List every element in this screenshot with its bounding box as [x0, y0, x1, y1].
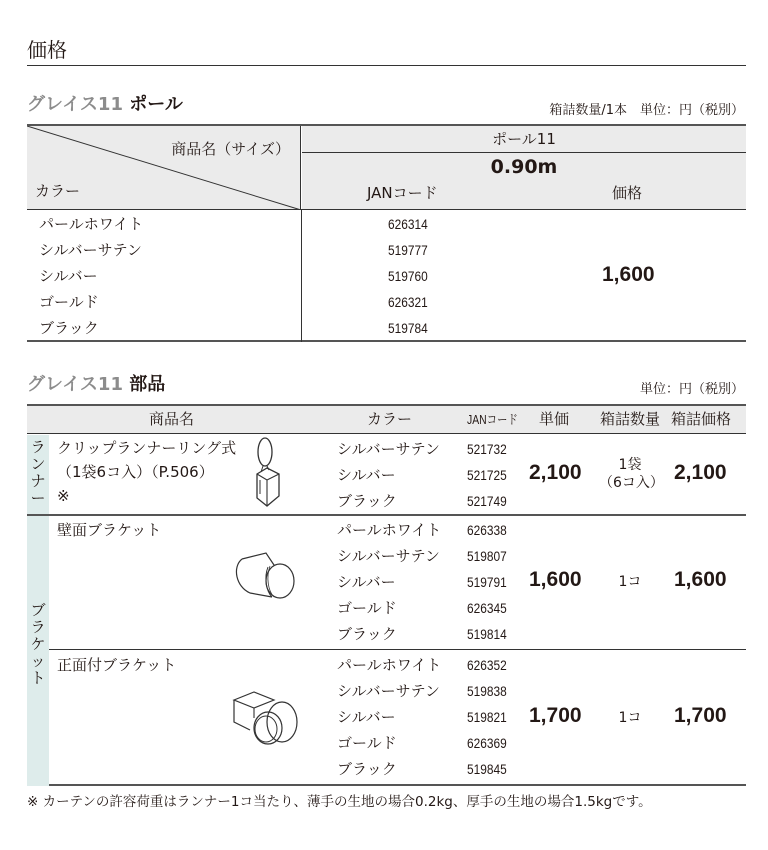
jan-cell: 519838 — [467, 683, 507, 699]
parts-section-brand: グレイス11 — [27, 374, 123, 395]
header-name: 商品名 — [149, 410, 195, 428]
category-char: ッ — [30, 652, 46, 670]
header-size: 0.90m — [490, 156, 558, 178]
pole-section-note: 箱詰数量/1本 単位：円（税別） — [549, 103, 744, 118]
header-color: カラー — [35, 182, 81, 200]
color-cell: シルバーサテン — [337, 440, 440, 458]
header-jan: JANコード — [467, 412, 518, 427]
color-cell: シルバーサテン — [337, 547, 440, 565]
jan-cell: 521749 — [467, 493, 507, 509]
color-cell: シルバー — [337, 708, 396, 726]
table-row — [337, 543, 746, 569]
header-price: 価格 — [612, 184, 643, 202]
parts-price-table — [27, 404, 746, 786]
header-product: ポール11 — [302, 126, 746, 153]
jan-cell: 519760 — [388, 268, 428, 284]
pole-price: 1,600 — [602, 263, 655, 286]
table-row — [337, 652, 746, 678]
color-cell: シルバーサテン — [337, 682, 440, 700]
group-divider — [49, 649, 746, 650]
header-box-qty: 箱詰数量 — [600, 410, 661, 428]
header-color: カラー — [367, 410, 413, 428]
color-cell: ブラック — [337, 492, 397, 510]
color-cell: ゴールド — [39, 293, 99, 311]
header-product-name: 商品名（サイズ） — [171, 140, 290, 158]
parts-section-kind: 部品 — [129, 374, 166, 395]
jan-cell: 519807 — [467, 548, 507, 564]
jan-cell: 626314 — [388, 216, 428, 232]
box-qty — [599, 709, 661, 727]
table-row — [27, 237, 746, 263]
box-price: 1,700 — [674, 704, 727, 727]
box-price: 2,100 — [674, 461, 727, 484]
category-runner — [27, 435, 49, 515]
jan-cell: 626338 — [467, 522, 507, 538]
table-row — [337, 436, 746, 462]
jan-cell: 519791 — [467, 574, 507, 590]
footnote: ※ カーテンの許容荷重はランナー1コ当たり、薄手の生地の場合0.2kg、厚手の生地の場合1.5kgです。 — [27, 794, 652, 810]
jan-cell: 519784 — [388, 320, 428, 336]
title-divider — [27, 65, 746, 66]
color-cell: パールホワイト — [39, 215, 144, 233]
pole-table-product-header — [302, 126, 746, 210]
color-cell: シルバーサテン — [39, 241, 142, 259]
category-char: ー — [30, 489, 46, 507]
table-row — [337, 756, 746, 782]
pole-price-table — [27, 124, 746, 342]
page-title: 価格 — [27, 38, 67, 62]
pole-section-brand: グレイス11 — [27, 94, 123, 115]
header-jan: JANコード — [367, 184, 438, 202]
category-bracket — [27, 516, 49, 786]
parts-table-header — [27, 406, 746, 434]
box-price: 1,600 — [674, 568, 727, 591]
jan-cell: 521725 — [467, 467, 507, 483]
header-unit-price: 単価 — [539, 410, 570, 428]
parts-section-note: 単位：円（税別） — [639, 382, 744, 397]
jan-cell: 519845 — [467, 761, 507, 777]
color-cell: シルバー — [337, 573, 396, 591]
group-divider — [27, 514, 746, 516]
category-char: ラ — [30, 438, 46, 456]
header-rule — [27, 209, 746, 210]
table-row — [27, 289, 746, 315]
color-cell: ブラック — [337, 625, 397, 643]
box-qty-line: （6コ入） — [599, 475, 664, 491]
category-char: ナ — [30, 472, 46, 490]
jan-cell: 626352 — [467, 657, 507, 673]
table-row — [337, 730, 746, 756]
color-cell: パールホワイト — [337, 656, 442, 674]
jan-cell: 519814 — [467, 626, 507, 642]
jan-cell: 519777 — [388, 242, 428, 258]
color-cell: シルバー — [337, 466, 396, 484]
category-char: ン — [30, 455, 46, 473]
box-qty-line: 1コ — [618, 574, 642, 590]
jan-cell: 521732 — [467, 441, 507, 457]
box-qty-line: 1袋 — [618, 457, 642, 473]
clip-runner-ring-icon — [245, 436, 285, 512]
box-qty-line: 1コ — [618, 710, 642, 726]
jan-cell: 519821 — [467, 709, 507, 725]
color-cell: ゴールド — [337, 599, 397, 617]
table-row — [27, 315, 746, 341]
unit-price: 2,100 — [529, 461, 582, 484]
category-char: ケ — [30, 635, 46, 653]
category-char: ブ — [30, 601, 46, 619]
product-name-line: 壁面ブラケット — [57, 521, 162, 539]
unit-price: 1,600 — [529, 568, 582, 591]
table-row — [337, 621, 746, 647]
box-qty — [599, 456, 664, 492]
pole-section-title — [27, 90, 183, 116]
pole-table-corner-header — [27, 126, 301, 210]
color-cell: パールホワイト — [337, 521, 442, 539]
front-bracket-icon — [232, 688, 304, 748]
table-row — [337, 595, 746, 621]
product-name-line: （1袋6コ入）（P.506） — [57, 463, 214, 481]
jan-cell: 626321 — [388, 294, 428, 310]
jan-cell: 626345 — [467, 600, 507, 616]
color-cell: ブラック — [337, 760, 397, 778]
product-name-line: 正面付ブラケット — [57, 656, 177, 674]
box-qty — [599, 573, 661, 591]
table-row — [27, 211, 746, 237]
product-name-line: クリップランナーリング式 — [57, 439, 237, 457]
jan-cell: 626369 — [467, 735, 507, 751]
pole-section-kind: ポール — [129, 94, 183, 115]
color-cell: ゴールド — [337, 734, 397, 752]
color-cell: シルバー — [39, 267, 98, 285]
unit-price: 1,700 — [529, 704, 582, 727]
product-name-line: ※ — [57, 487, 70, 505]
wall-bracket-icon — [232, 551, 302, 607]
category-char: ラ — [30, 618, 46, 636]
parts-section-title — [27, 370, 165, 396]
header-box-price: 箱詰価格 — [671, 410, 732, 428]
category-char: ト — [30, 669, 46, 687]
color-cell: ブラック — [39, 319, 99, 337]
table-row — [337, 678, 746, 704]
table-row — [337, 517, 746, 543]
table-row — [337, 488, 746, 514]
